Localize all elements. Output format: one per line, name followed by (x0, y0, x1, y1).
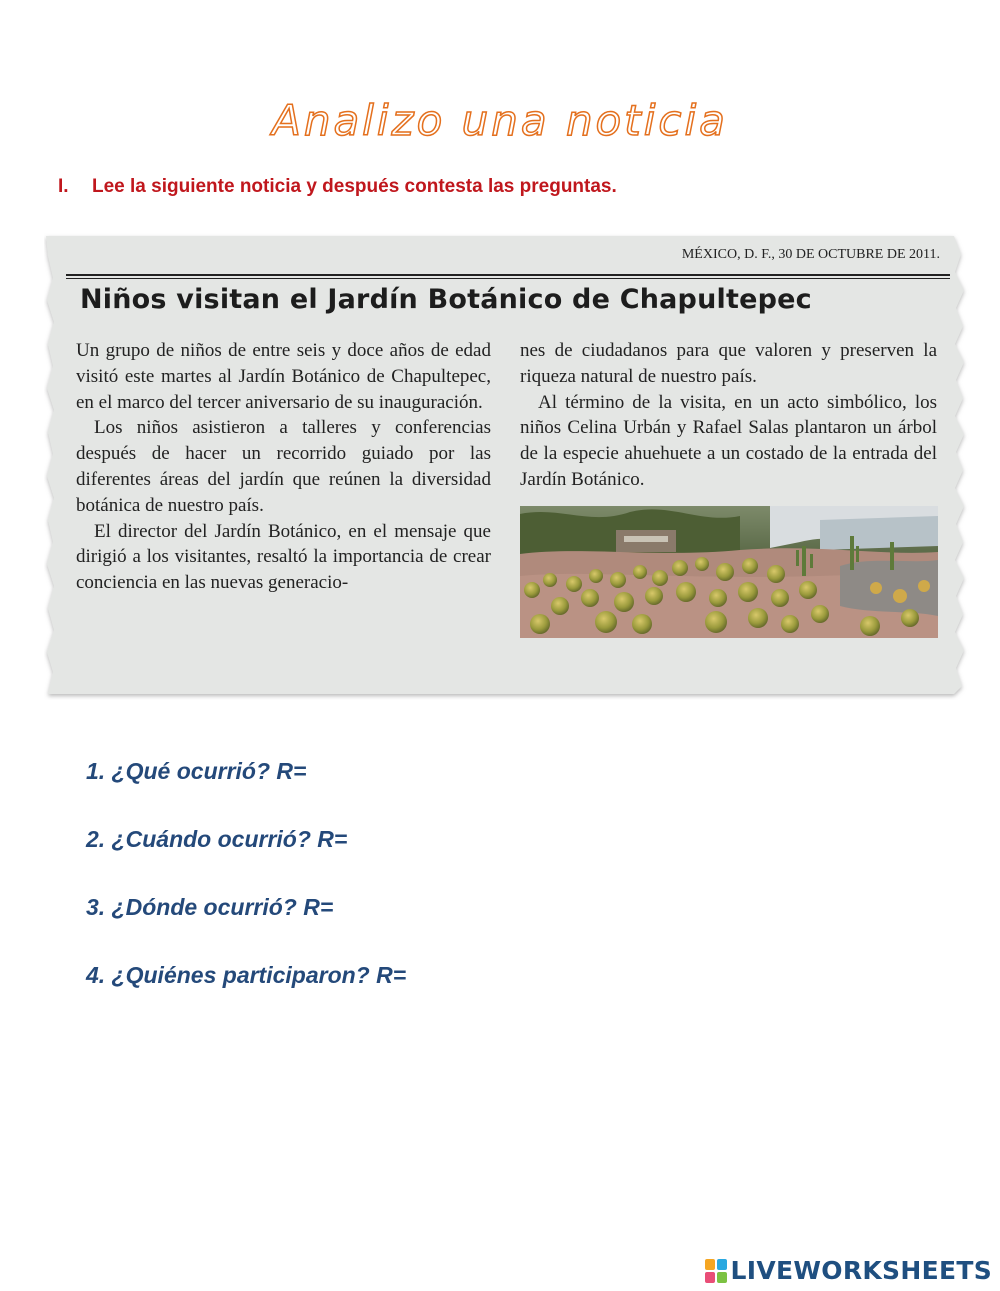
dateline: MÉXICO, D. F., 30 DE OCTUBRE DE 2011. (681, 247, 940, 262)
worksheet-title: Analizo una noticia (272, 96, 728, 145)
article-column-left (76, 338, 491, 596)
paragraph: nes de ciudadanos para que valoren y preserven la riqueza natural de nuestro país. (520, 340, 937, 387)
instruction-text: Lee la siguiente noticia y después contesta las preguntas. (92, 176, 617, 197)
paragraph: Al término de la visita, en un acto simbólico, los niños Celina Urbán y Rafael Salas plantaron un árbol de la especie ahuehuete a un costado de la entrada del Jardín Botánico. (520, 391, 937, 490)
paragraph: El director del Jardín Botánico, en el mensaje que dirigió a los visitantes, resaltó la importancia de crear conciencia en las nuevas generacio- (76, 520, 491, 594)
instruction-number: I. (58, 176, 69, 197)
garden-photo (520, 506, 938, 638)
brand-text: LIVEWORKSHEETS (730, 1256, 992, 1285)
paragraph: Un grupo de niños de entre seis y doce años de edad visitó este martes al Jardín Botánico de Chapultepec, en el marco del tercer aniversario de su inauguración. (76, 340, 491, 413)
headline: Niños visitan el Jardín Botánico de Chapultepec (80, 284, 812, 315)
question-1: 1. ¿Qué ocurrió? R= (86, 758, 307, 784)
instruction (58, 176, 617, 198)
cactus-garden-image (520, 506, 938, 638)
question-4: 4. ¿Quiénes participaron? R= (86, 962, 407, 988)
news-clipping (44, 232, 972, 700)
liveworksheets-brand (705, 1256, 992, 1285)
questions-list (86, 758, 406, 1030)
liveworksheets-logo-icon (705, 1259, 727, 1283)
divider (66, 278, 950, 279)
article-column-right (520, 338, 937, 493)
divider (66, 274, 950, 276)
paragraph: Los niños asistieron a talleres y conferencias después de hacer un recorrido guiado por las diferentes áreas del jardín que reúnen la diversidad botánica de nuestro país. (76, 417, 491, 516)
question-2: 2. ¿Cuándo ocurrió? R= (86, 826, 348, 852)
question-3: 3. ¿Dónde ocurrió? R= (86, 894, 334, 920)
